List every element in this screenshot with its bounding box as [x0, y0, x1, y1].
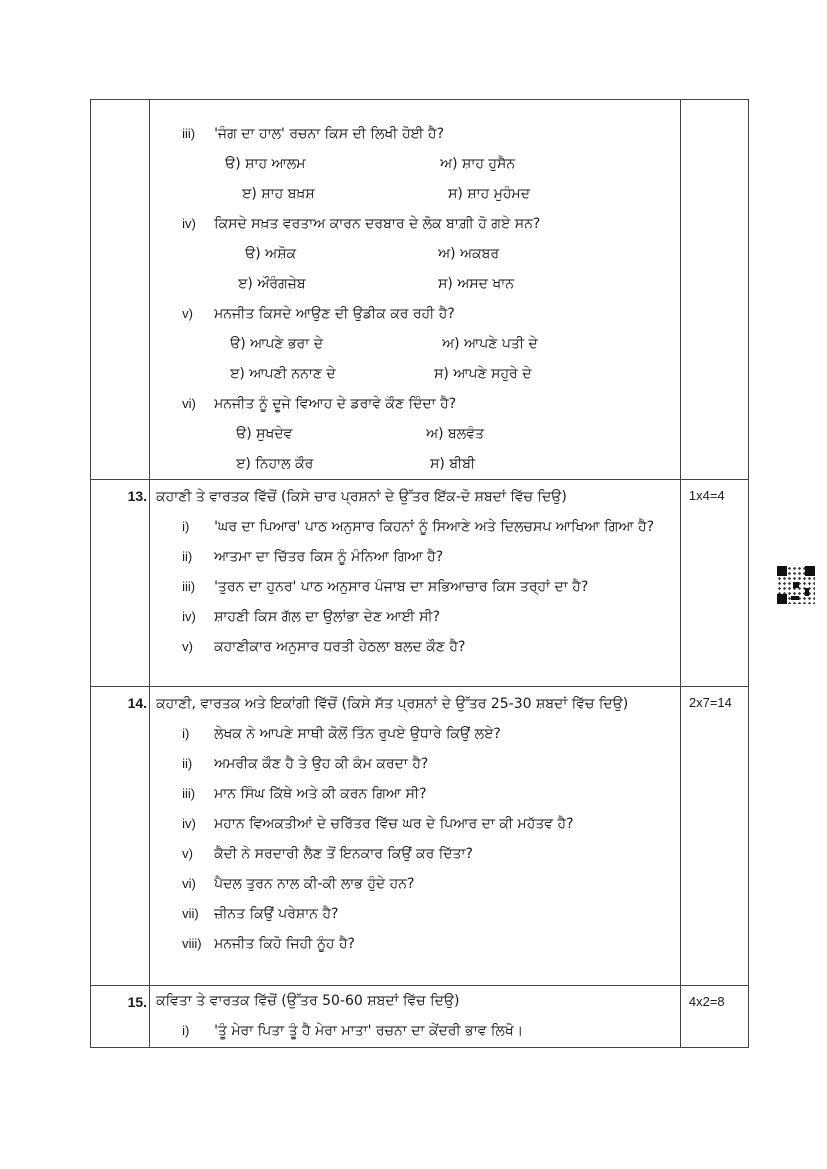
item-text: ਆਤਮਾ ਦਾ ਚਿੱਤਰ ਕਿਸ ਨੂੰ ਮੰਨਿਆ ਗਿਆ ਹੈ? — [214, 549, 444, 565]
item-text: ਮਾਨ ਸਿੰਘ ਕਿੱਥੇ ਅਤੇ ਕੀ ਕਰਨ ਗਿਆ ਸੀ? — [214, 786, 427, 802]
item-text: ਕਹਾਣੀਕਾਰ ਅਨੁਸਾਰ ਧਰਤੀ ਹੇਠਲਾ ਬਲਦ ਕੌਣ ਹੈ? — [214, 639, 466, 655]
option-a: ੳ) ਆਪਣੇ ਭਰਾ ਦੇ — [230, 336, 323, 352]
item-numeral: viii) — [182, 936, 202, 951]
qr-code-icon — [777, 566, 815, 604]
question-body — [150, 687, 681, 986]
item-numeral: vii) — [182, 906, 199, 921]
item-numeral: ii) — [182, 756, 193, 771]
item-text: ਅਮਰੀਕ ਕੌਣ ਹੈ ਤੇ ਉਹ ਕੀ ਕੰਮ ਕਰਦਾ ਹੈ? — [214, 756, 429, 772]
mcq-item — [150, 209, 680, 299]
mcq-item — [150, 299, 680, 389]
option-a: ੳ) ਸ਼ਾਹ ਆਲਮ — [225, 156, 306, 172]
item-text: ਕਿਸਦੇ ਸਖ਼ਤ ਵਰਤਾਅ ਕਾਰਨ ਦਰਬਾਰ ਦੇ ਲੋਕ ਬਾਗ਼ੀ ਹੋ ਗਏ ਸਨ? — [214, 216, 541, 232]
item-numeral: i) — [182, 1023, 190, 1038]
question-number: 13. — [91, 480, 150, 687]
mcq-options — [150, 239, 680, 299]
option-d: ਸ) ਅਸਦ ਖਾਨ — [438, 276, 515, 292]
item-numeral: iii) — [182, 126, 196, 141]
item-numeral: vi) — [182, 396, 196, 411]
question-number: 15. — [91, 986, 150, 1048]
option-d: ਸ) ਸ਼ਾਹ ਮੁਹੰਮਦ — [448, 186, 530, 202]
option-d: ਸ) ਬੀਬੀ — [430, 456, 476, 472]
item-numeral: v) — [182, 306, 193, 321]
marks: 4x2=8 — [680, 986, 748, 1048]
mcq-item — [150, 389, 680, 479]
item-text: 'ਘਰ ਦਾ ਪਿਆਰ' ਪਾਠ ਅਨੁਸਾਰ ਕਿਹਨਾਂ ਨੂੰ ਸਿਆਣੇ ਅਤੇ ਦਿਲਚਸਪ ਆਖਿਆ ਗਿਆ ਹੈ? — [214, 519, 655, 535]
question-row-continuation — [91, 100, 749, 480]
question-row-14 — [91, 687, 749, 986]
option-a: ੳ) ਅਸ਼ੋਕ — [245, 246, 297, 262]
mcq-options — [150, 329, 680, 389]
mcq-item — [150, 119, 680, 209]
item-text: ਸ਼ਾਹਣੀ ਕਿਸ ਗੱਲ ਦਾ ਉਲਾਂਭਾ ਦੇਣ ਆਈ ਸੀ? — [214, 609, 441, 625]
item-text: ਪੈਦਲ ਤੁਰਨ ਨਾਲ ਕੀ-ਕੀ ਲਾਭ ਹੁੰਦੇ ਹਨ? — [214, 876, 415, 892]
question-title: ਕਵਿਤਾ ਤੇ ਵਾਰਤਕ ਵਿੱਚੋਂ (ਉੱਤਰ 50-60 ਸ਼ਬਦਾਂ ਵਿੱਚ ਦਿਉ) — [156, 993, 460, 1009]
item-text: ਲੇਖਕ ਨੇ ਆਪਣੇ ਸਾਥੀ ਕੋਲੋਂ ਤਿੰਨ ਰੁਪਏ ਉਧਾਰੇ ਕਿਉਂ ਲਏ? — [214, 726, 501, 742]
item-numeral: iv) — [182, 609, 196, 624]
question-row-15 — [91, 986, 749, 1048]
item-numeral: iii) — [182, 579, 196, 594]
item-numeral: v) — [182, 639, 193, 654]
item-text: 'ਤੂੰ ਮੇਰਾ ਪਿਤਾ ਤੂੰ ਹੈ ਮੇਰਾ ਮਾਤਾ' ਰਚਨਾ ਦਾ ਕੇਂਦਰੀ ਭਾਵ ਲਿਖੋ। — [214, 1023, 524, 1039]
question-body — [150, 100, 681, 480]
marks-cell — [680, 100, 748, 480]
item-text: ਮਨਜੀਤ ਕਿਹੋ ਜਿਹੀ ਨੂੰਹ ਹੈ? — [214, 936, 355, 952]
mcq-options — [150, 149, 680, 209]
question-title: ਕਹਾਣੀ ਤੇ ਵਾਰਤਕ ਵਿੱਚੋਂ (ਕਿਸੇ ਚਾਰ ਪ੍ਰਸ਼ਨਾਂ ਦੇ ਉੱਤਰ ਇੱਕ-ਦੋ ਸ਼ਬਦਾਂ ਵਿੱਚ ਦਿਉ) — [156, 489, 567, 505]
item-numeral: vi) — [182, 876, 196, 891]
option-b: ਅ) ਅਕਬਰ — [438, 246, 500, 262]
item-text: ਮਨਜੀਤ ਕਿਸਦੇ ਆਉਣ ਦੀ ਉਡੀਕ ਕਰ ਰਹੀ ਹੈ? — [214, 306, 455, 322]
mcq-options — [150, 419, 680, 479]
item-numeral: iv) — [182, 816, 196, 831]
question-body — [150, 480, 681, 687]
option-c: ੲ) ਸ਼ਾਹ ਬਖ਼ਸ਼ — [242, 186, 315, 202]
item-text: ਮਹਾਨ ਵਿਅਕਤੀਆਂ ਦੇ ਚਰਿੱਤਰ ਵਿੱਚ ਘਰ ਦੇ ਪਿਆਰ ਦਾ ਕੀ ਮਹੱਤਵ ਹੈ? — [214, 816, 574, 832]
item-text: 'ਤੁਰਨ ਦਾ ਹੁਨਰ' ਪਾਠ ਅਨੁਸਾਰ ਪੰਜਾਬ ਦਾ ਸਭਿਆਚਾਰ ਕਿਸ ਤਰ੍ਹਾਂ ਦਾ ਹੈ? — [214, 579, 589, 595]
item-numeral: iv) — [182, 216, 196, 231]
item-numeral: i) — [182, 519, 190, 534]
option-c: ੲ) ਆਪਣੀ ਨਨਾਣ ਦੇ — [230, 366, 336, 382]
option-b: ਅ) ਸ਼ਾਹ ਹੁਸੈਨ — [440, 156, 516, 172]
option-b: ਅ) ਬਲਵੰਤ — [426, 426, 484, 442]
item-text: ਮਨਜੀਤ ਨੂੰ ਦੂਜੇ ਵਿਆਹ ਦੇ ਡਰਾਵੇ ਕੌਣ ਦਿੰਦਾ ਹੈ? — [214, 396, 457, 412]
item-text: ਕੈਦੀ ਨੇ ਸਰਦਾਰੀ ਲੈਣ ਤੋਂ ਇਨਕਾਰ ਕਿਉਂ ਕਰ ਦਿੱਤਾ? — [214, 846, 473, 862]
marks: 1x4=4 — [680, 480, 748, 687]
question-number-cell — [91, 100, 150, 480]
question-table — [90, 99, 749, 1048]
option-b: ਅ) ਆਪਣੇ ਪਤੀ ਦੇ — [442, 336, 538, 352]
item-text: 'ਜੰਗ ਦਾ ਹਾਲ' ਰਚਨਾ ਕਿਸ ਦੀ ਲਿਖੀ ਹੋਈ ਹੈ? — [214, 126, 445, 142]
option-a: ੳ) ਸੁਖਦੇਵ — [236, 426, 293, 442]
marks: 2x7=14 — [680, 687, 748, 986]
option-d: ਸ) ਆਪਣੇ ਸਹੁਰੇ ਦੇ — [434, 366, 532, 382]
item-numeral: iii) — [182, 786, 196, 801]
option-c: ੲ) ਨਿਹਾਲ ਕੌਰ — [236, 456, 314, 472]
question-body — [150, 986, 681, 1048]
item-numeral: ii) — [182, 549, 193, 564]
item-numeral: i) — [182, 726, 190, 741]
item-text: ਜ਼ੀਨਤ ਕਿਉਂ ਪਰੇਸ਼ਾਨ ਹੈ? — [214, 906, 339, 922]
question-row-13 — [91, 480, 749, 687]
question-title: ਕਹਾਣੀ, ਵਾਰਤਕ ਅਤੇ ਇਕਾਂਗੀ ਵਿੱਚੋਂ (ਕਿਸੇ ਸੱਤ ਪ੍ਰਸ਼ਨਾਂ ਦੇ ਉੱਤਰ 25-30 ਸ਼ਬਦਾਂ ਵਿੱਚ ਦਿਉ) — [156, 696, 629, 712]
option-c: ੲ) ਔਰੰਗਜ਼ੇਬ — [238, 276, 306, 292]
question-number: 14. — [91, 687, 150, 986]
item-numeral: v) — [182, 846, 193, 861]
